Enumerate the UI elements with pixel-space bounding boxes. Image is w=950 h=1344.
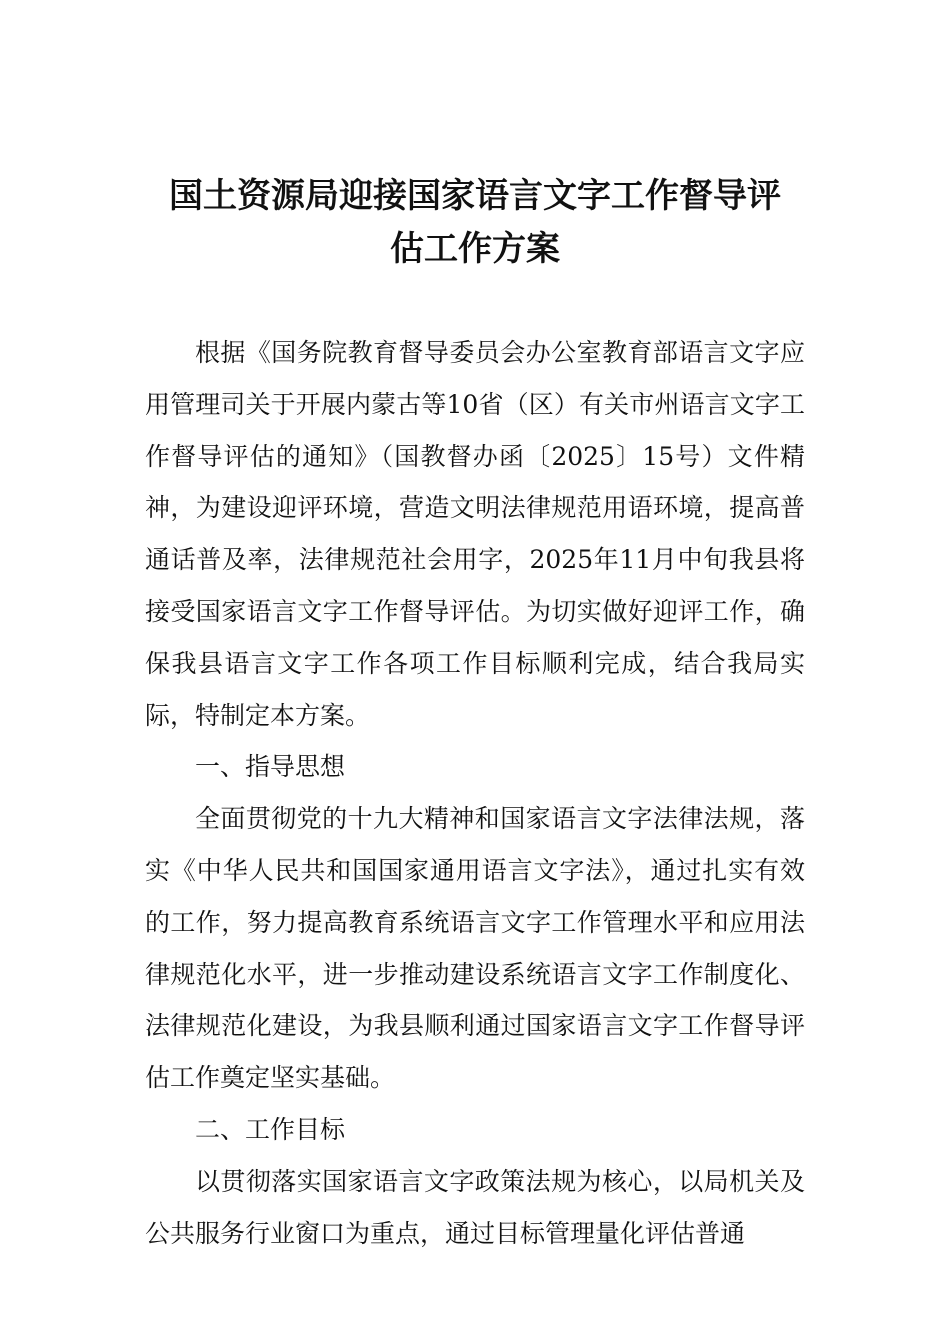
guiding-ideology-paragraph: 全面贯彻党的十九大精神和国家语言文字法律法规，落实《中华人民共和国国家通用语言文字法》，通过扎实有效的工作，努力提高教育系统语言文字工作管理水平和应用法律规范化水平，进一步推动建设系统语言文字工作制度化、法律规范化建设，为我县顺利通过国家语言文字工作督导评估工作奠定坚实基础。: [145, 804, 805, 1093]
document-title: [140, 170, 810, 276]
section-heading-work-goals: 二、工作目标: [195, 1114, 346, 1144]
title-line-1: 国土资源局迎接国家语言文字工作督导评: [169, 176, 781, 216]
intro-paragraph: 根据《国务院教育督导委员会办公室教育部语言文字应用管理司关于开展内蒙古等10省（区）有关市州语言文字工作督导评估的通知》（国教督办函〔2025〕15号）文件精神，为建设迎评环境，营造文明法律规范用语环境，提高普通话普及率，法律规范社会用字，2025年11月中旬我县将接受国家语言文字工作督导评估。为切实做好迎评工作，确保我县语言文字工作各项工作目标顺利完成，结合我局实际，特制定本方案。: [145, 338, 805, 730]
document-body: [145, 327, 805, 1259]
work-goals-paragraph: 以贯彻落实国家语言文字政策法规为核心，以局机关及公共服务行业窗口为重点，通过目标管理量化评估普通: [145, 1166, 805, 1248]
section-heading-guiding-ideology: 一、指导思想: [195, 752, 346, 782]
title-line-2: 估工作方案: [390, 229, 560, 269]
